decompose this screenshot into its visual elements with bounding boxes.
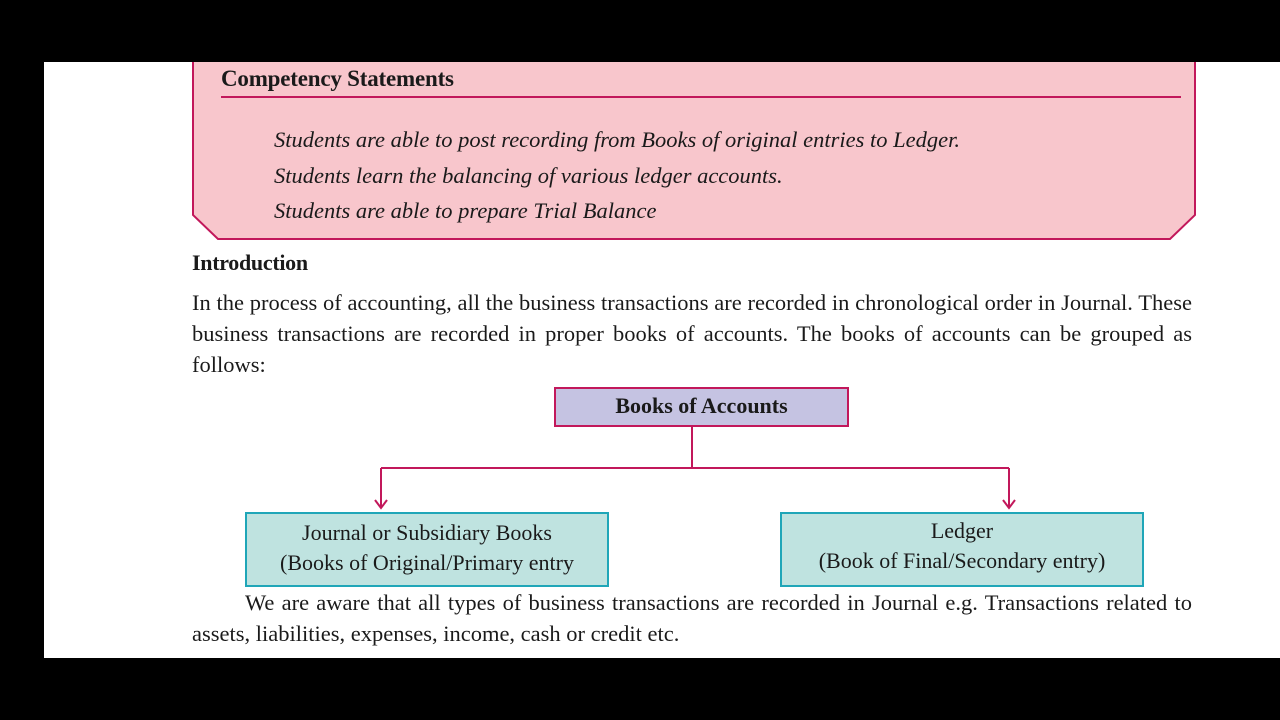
arrow-left-icon: [375, 500, 387, 508]
ledger-node-title: Ledger: [930, 518, 994, 543]
document-page: [44, 62, 1280, 658]
competency-item: Students learn the balancing of various ledger accounts.: [274, 162, 783, 188]
competency-title: Competency Statements: [221, 66, 454, 91]
closing-paragraph: We are aware that all types of business transactions are recorded in Journal e.g. Transactions related to assets, liabilities, expenses, income, cash or credit etc.: [192, 590, 1192, 646]
competency-divider: [221, 96, 1181, 98]
journal-node-title: Journal or Subsidiary Books: [302, 520, 552, 545]
introduction-paragraph: In the process of accounting, all the business transactions are recorded in chronological order in Journal. These business transactions are recorded in proper books of accounts. The books of accounts can be grouped as follows:: [192, 290, 1192, 377]
journal-node-subtitle: (Books of Original/Primary entry: [280, 550, 574, 575]
competency-item: Students are able to post recording from Books of original entries to Ledger.: [274, 127, 960, 152]
arrow-right-icon: [1003, 500, 1015, 508]
competency-item: Students are able to prepare Trial Balance: [274, 198, 657, 223]
introduction-heading: Introduction: [192, 250, 308, 275]
journal-node: [245, 512, 609, 587]
ledger-node-subtitle: (Book of Final/Secondary entry): [818, 548, 1106, 573]
competency-list: [274, 122, 960, 229]
books-of-accounts-node: Books of Accounts: [554, 387, 849, 427]
ledger-node: [780, 512, 1144, 587]
competency-statements-box: [192, 62, 1196, 241]
